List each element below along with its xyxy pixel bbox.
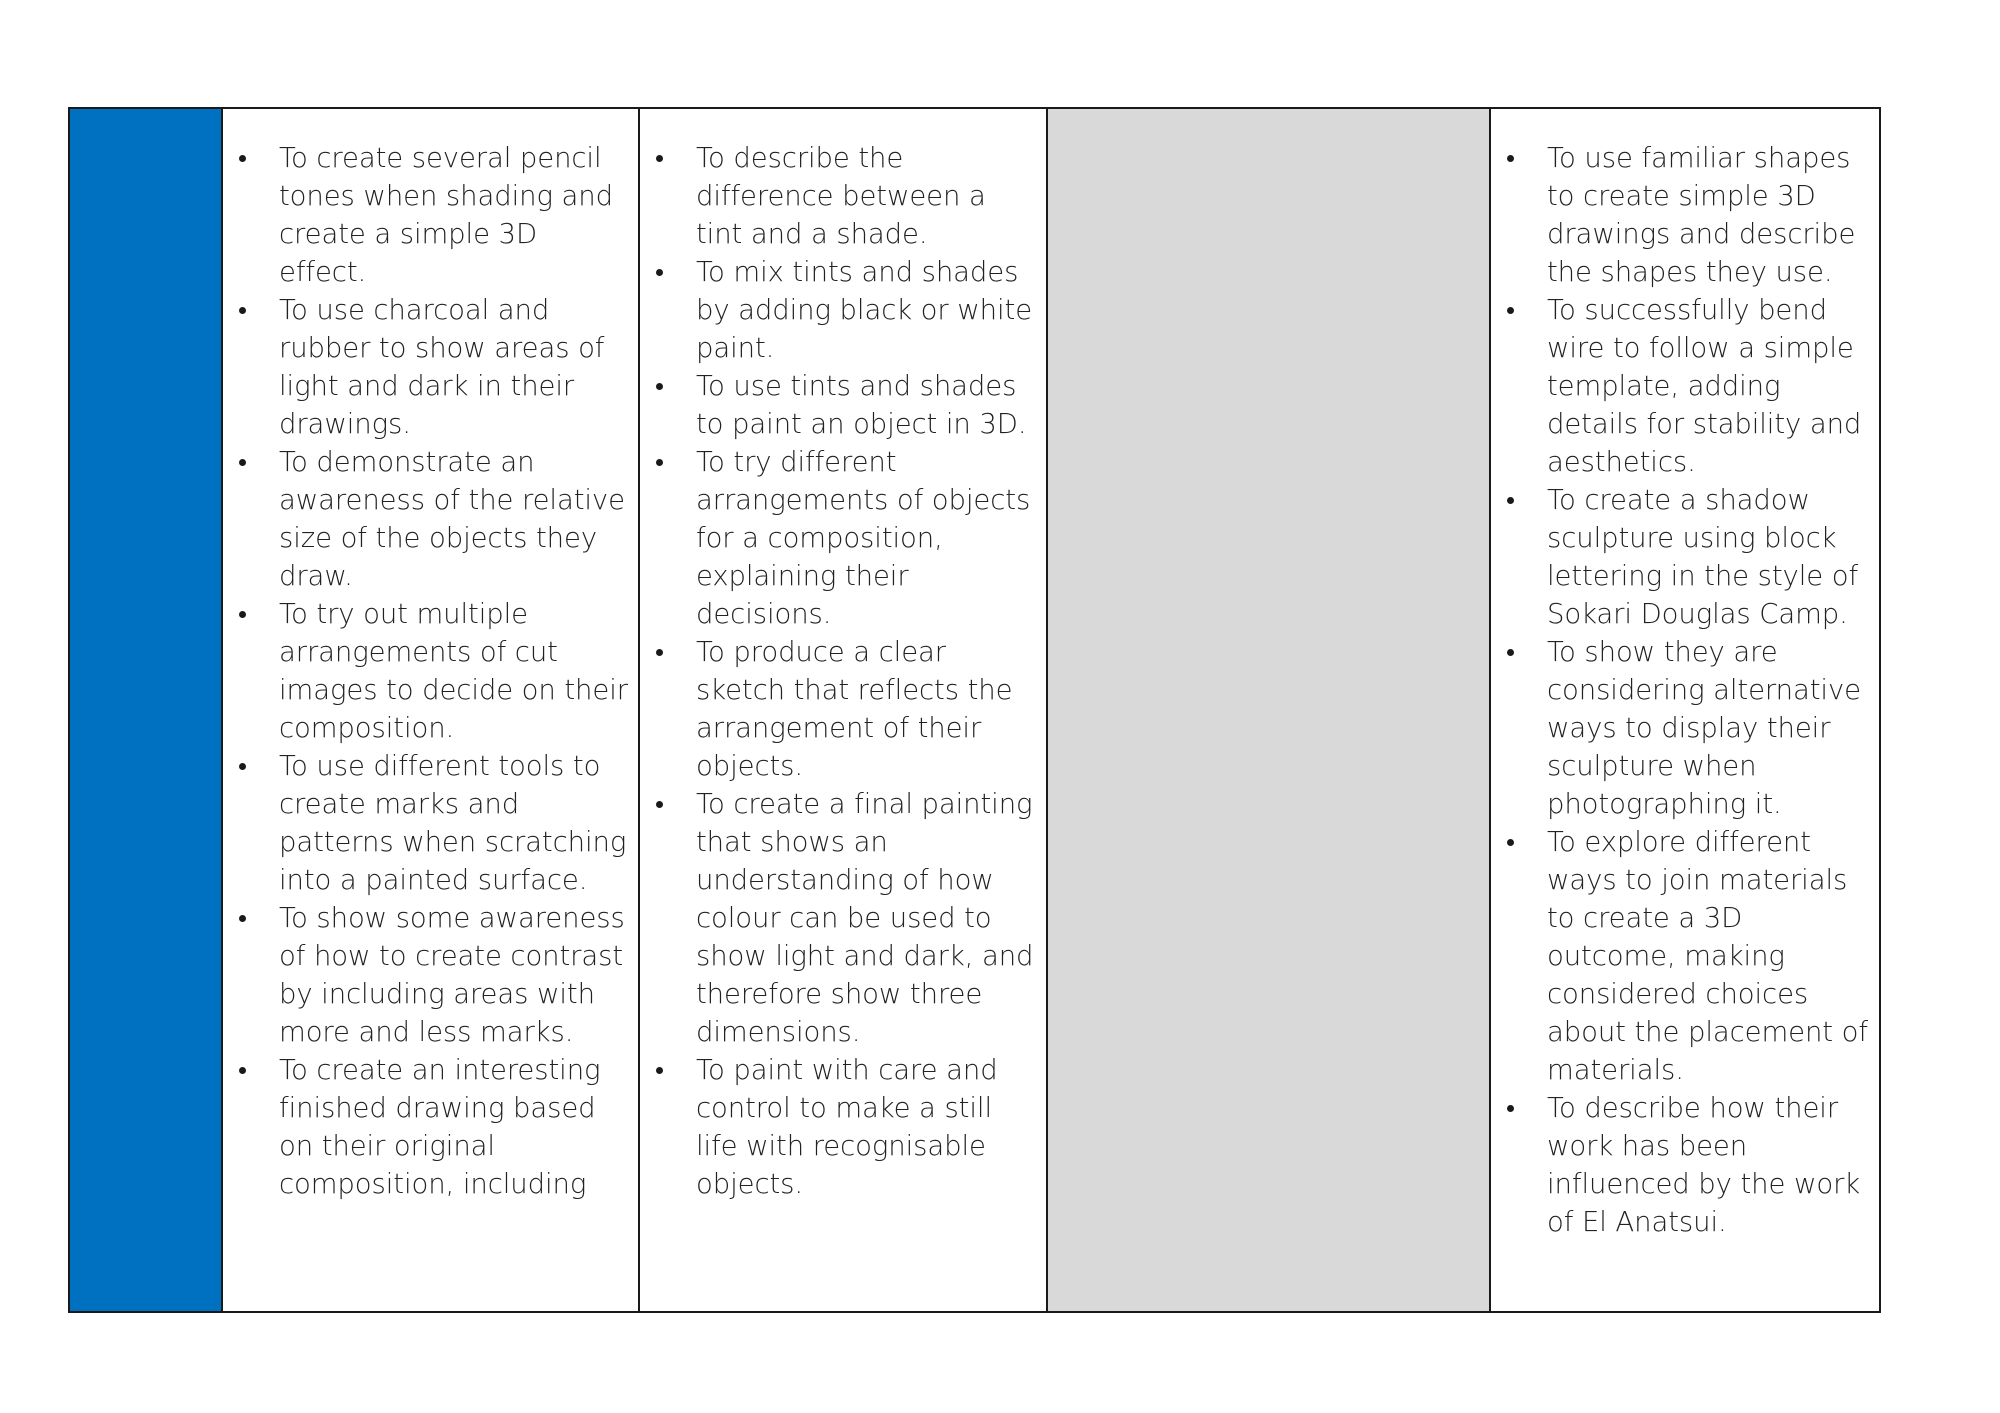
empty-cell xyxy=(1048,109,1491,1311)
objective-item: To create a final painting that shows an understanding of how colour can be used to show light and dark, and therefore show three dimensions. xyxy=(654,785,1036,1051)
objective-item: To create several pencil tones when shading and create a simple 3D effect. xyxy=(237,139,628,291)
objective-item: To paint with care and control to make a still life with recognisable objects. xyxy=(654,1051,1036,1203)
sculpture-objectives-cell xyxy=(1491,109,1879,1311)
objective-item: To show they are considering alternative ways to display their sculpture when photographing it. xyxy=(1505,633,1869,823)
objective-item: To use different tools to create marks and patterns when scratching into a painted surface. xyxy=(237,747,628,899)
painting-objectives-list xyxy=(640,109,1046,1203)
objective-item: To successfully bend wire to follow a simple template, adding details for stability and aesthetics. xyxy=(1505,291,1869,481)
objective-item: To describe how their work has been influenced by the work of El Anatsui. xyxy=(1505,1089,1869,1241)
objective-item: To explore different ways to join materials to create a 3D outcome, making considered choices about the placement of materials. xyxy=(1505,823,1869,1089)
objective-item: To mix tints and shades by adding black or white paint. xyxy=(654,253,1036,367)
objective-item: To try different arrangements of objects for a composition, explaining their decisions. xyxy=(654,443,1036,633)
objective-item: To try out multiple arrangements of cut images to decide on their composition. xyxy=(237,595,628,747)
objectives-table xyxy=(68,107,1881,1313)
objective-item: To show some awareness of how to create contrast by including areas with more and less marks. xyxy=(237,899,628,1051)
drawing-objectives-list xyxy=(223,109,638,1203)
objective-item: To use familiar shapes to create simple 3D drawings and describe the shapes they use. xyxy=(1505,139,1869,291)
objective-item: To demonstrate an awareness of the relative size of the objects they draw. xyxy=(237,443,628,595)
objective-item: To produce a clear sketch that reflects the arrangement of their objects. xyxy=(654,633,1036,785)
drawing-objectives-cell xyxy=(223,109,640,1311)
sculpture-objectives-list xyxy=(1491,109,1879,1241)
objective-item: To use tints and shades to paint an object in 3D. xyxy=(654,367,1036,443)
objective-item: To describe the difference between a tint and a shade. xyxy=(654,139,1036,253)
objective-item: To create an interesting finished drawing based on their original composition, including xyxy=(237,1051,628,1203)
painting-objectives-cell xyxy=(640,109,1048,1311)
objective-item: To use charcoal and rubber to show areas of light and dark in their drawings. xyxy=(237,291,628,443)
accent-column xyxy=(70,109,223,1311)
objective-item: To create a shadow sculpture using block lettering in the style of Sokari Douglas Camp. xyxy=(1505,481,1869,633)
